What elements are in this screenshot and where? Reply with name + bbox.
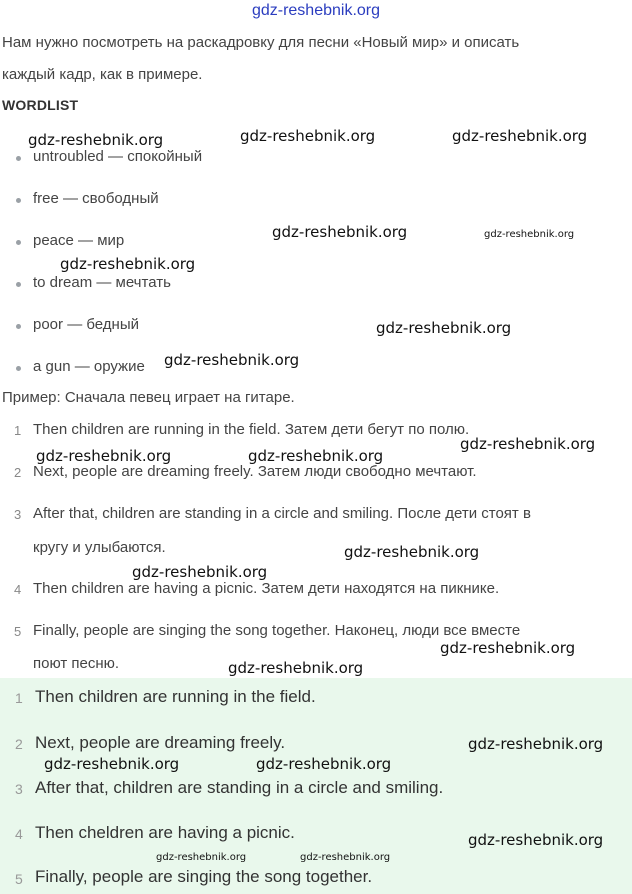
bullet-icon (16, 240, 21, 245)
wordlist-item: free — свободный (33, 190, 159, 207)
answer-text: After that, children are standing in a circle and smiling. После дети стоят в (33, 505, 531, 522)
answer-text-continued: поют песню. (33, 655, 120, 672)
panel-number: 1 (15, 690, 23, 706)
watermark: gdz-reshebnik.org (256, 755, 392, 773)
example-sentence: Пример: Сначала певец играет на гитаре. (2, 389, 295, 406)
bullet-icon (16, 366, 21, 371)
watermark: gdz-reshebnik.org (468, 831, 604, 849)
bullet-icon (16, 156, 21, 161)
panel-text: Finally, people are singing the song together. (35, 867, 373, 886)
watermark: gdz-reshebnik.org (272, 223, 408, 241)
panel-number: 2 (15, 736, 23, 752)
panel-number: 4 (15, 826, 23, 842)
watermark: gdz-reshebnik.org (28, 131, 164, 149)
watermark: gdz-reshebnik.org (468, 735, 604, 753)
intro-line-2: каждый кадр, как в примере. (2, 66, 203, 83)
answer-number: 3 (14, 507, 22, 522)
panel-text: After that, children are standing in a circle and smiling. (35, 778, 444, 797)
bullet-icon (16, 282, 21, 287)
panel-number: 3 (15, 781, 23, 797)
watermark: gdz-reshebnik.org (460, 435, 596, 453)
watermark: gdz-reshebnik.org (484, 229, 575, 240)
wordlist-item: untroubled — спокойный (33, 148, 203, 165)
watermark: gdz-reshebnik.org (344, 543, 480, 561)
watermark: gdz-reshebnik.org (228, 659, 364, 677)
watermark: gdz-reshebnik.org (156, 852, 247, 863)
answer-text-continued: кругу и улыбаются. (33, 539, 166, 556)
header-watermark: gdz-reshebnik.org (251, 2, 381, 19)
watermark: gdz-reshebnik.org (240, 127, 376, 145)
answer-text: Then children are having a picnic. Затем дети находятся на пикнике. (33, 580, 500, 597)
wordlist-title: WORDLIST (2, 97, 79, 113)
panel-number: 5 (15, 871, 23, 887)
answer-number: 5 (14, 624, 22, 639)
watermark: gdz-reshebnik.org (60, 255, 196, 273)
bullet-icon (16, 324, 21, 329)
wordlist-item: a gun — оружие (33, 358, 145, 375)
watermark: gdz-reshebnik.org (132, 563, 268, 581)
watermark: gdz-reshebnik.org (452, 127, 588, 145)
watermark: gdz-reshebnik.org (376, 319, 512, 337)
wordlist-item: to dream — мечтать (33, 274, 171, 291)
watermark: gdz-reshebnik.org (248, 447, 384, 465)
intro-line-1: Нам нужно посмотреть на раскадровку для песни «Новый мир» и описать (2, 34, 520, 51)
answer-text: Then children are running in the field. Затем дети бегут по полю. (33, 421, 470, 438)
watermark: gdz-reshebnik.org (36, 447, 172, 465)
panel-text: Then children are running in the field. (35, 687, 316, 706)
answer-number: 4 (14, 582, 22, 597)
watermark: gdz-reshebnik.org (300, 852, 391, 863)
wordlist-item: poor — бедный (33, 316, 139, 333)
panel-text: Then cheldren are having a picnic. (35, 823, 295, 842)
panel-text: Next, people are dreaming freely. (35, 733, 286, 752)
watermark: gdz-reshebnik.org (44, 755, 180, 773)
watermark: gdz-reshebnik.org (164, 351, 300, 369)
answer-text: Finally, people are singing the song together. Наконец, люди все вместе (33, 622, 521, 639)
answer-text: Next, people are dreaming freely. Затем люди свободно мечтают. (33, 463, 477, 480)
wordlist-item: peace — мир (33, 232, 125, 249)
watermark: gdz-reshebnik.org (440, 639, 576, 657)
answer-number: 1 (14, 423, 22, 438)
answer-number: 2 (14, 465, 22, 480)
bullet-icon (16, 198, 21, 203)
